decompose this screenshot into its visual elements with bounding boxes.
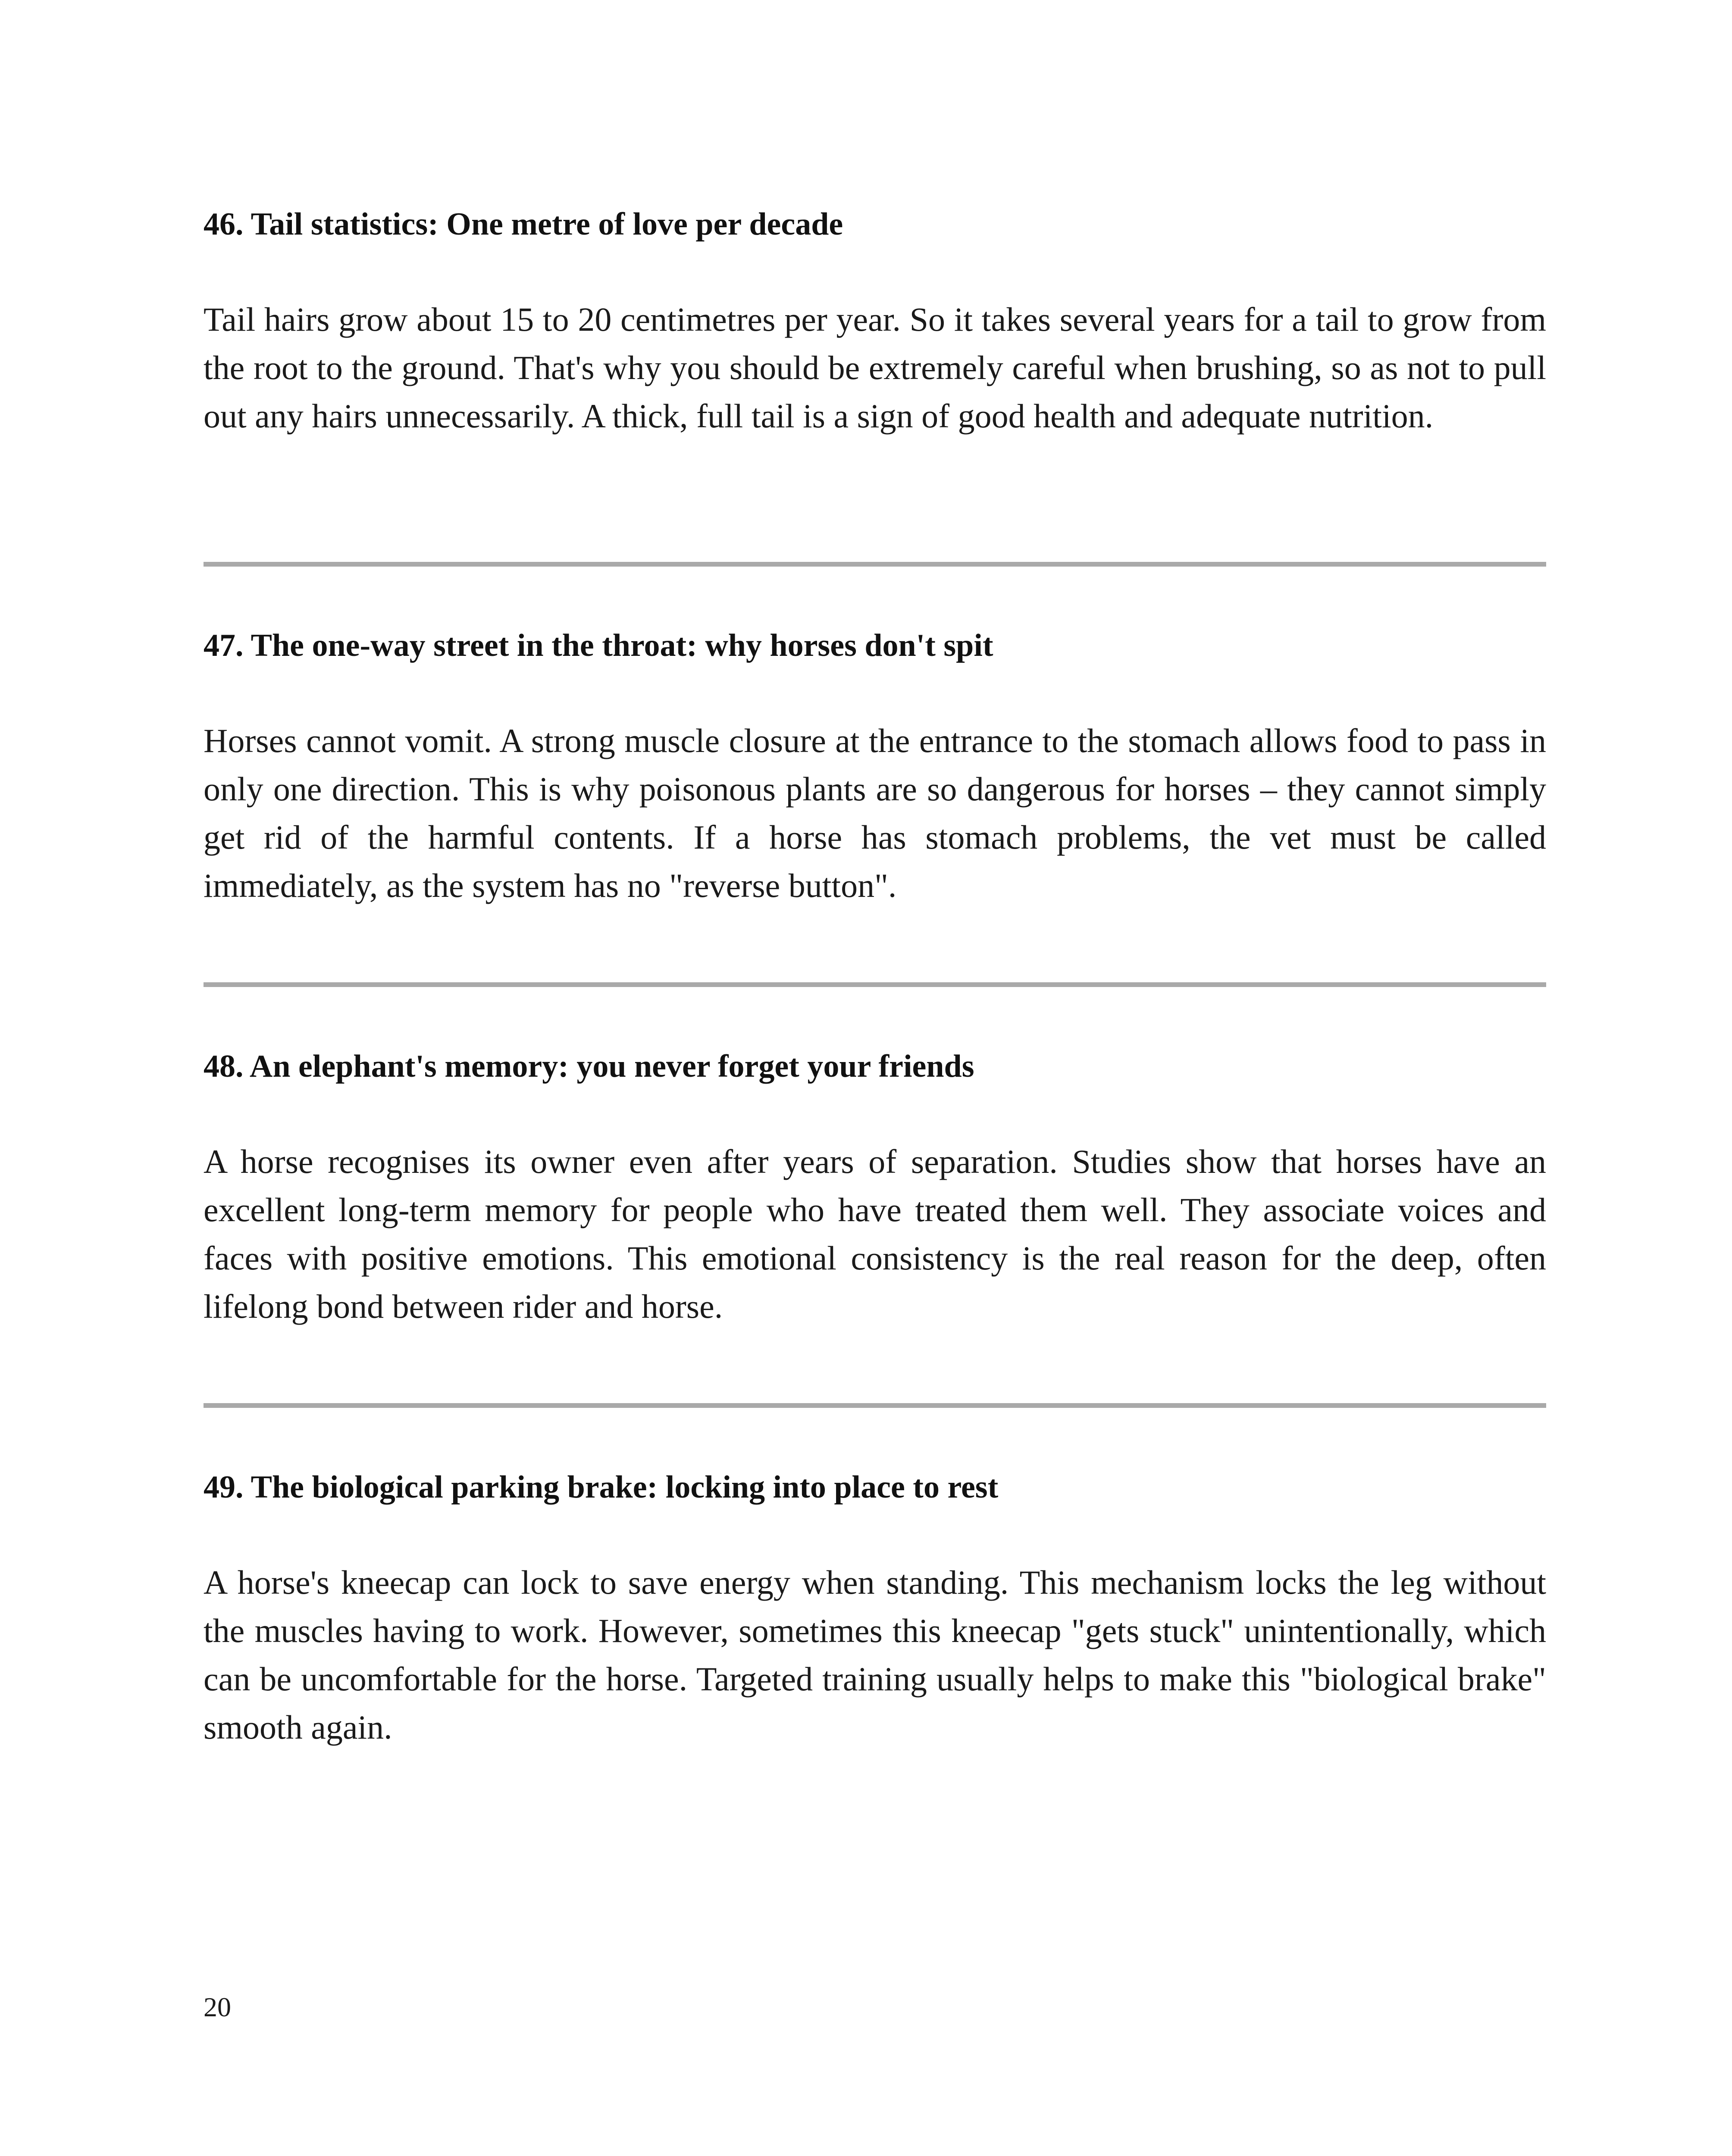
section-49 <box>204 1468 1546 1752</box>
section-body: Tail hairs grow about 15 to 20 centimetres per year. So it takes several years for a tail to grow from the root to the ground. That's why you should be extremely careful when brushing, so as not to pull out any hairs unnecessarily. A thick, full tail is a sign of good health and adequate nutrition. <box>204 301 1546 435</box>
section-46 <box>204 205 1546 440</box>
section-divider <box>204 982 1546 987</box>
section-47 <box>204 626 1546 910</box>
section-heading: 46. Tail statistics: One metre of love per decade <box>204 207 843 242</box>
section-body: Horses cannot vomit. A strong muscle closure at the entrance to the stomach allows food to pass in only one direction. This is why poisonous plants are so dangerous for horses – they cannot simply get rid of the harmful contents. If a horse has stomach problems, the vet must be called immediately, as the system has no "reverse button". <box>204 722 1546 904</box>
page-number: 20 <box>204 1992 231 2022</box>
section-heading: 48. An elephant's memory: you never forget your friends <box>204 1049 974 1084</box>
section-divider <box>204 562 1546 567</box>
section-48 <box>204 1047 1546 1331</box>
section-divider <box>204 1403 1546 1408</box>
section-heading: 49. The biological parking brake: locking into place to rest <box>204 1470 999 1505</box>
section-heading: 47. The one-way street in the throat: why horses don't spit <box>204 628 993 663</box>
section-body: A horse's kneecap can lock to save energy when standing. This mechanism locks the leg without the muscles having to work. However, sometimes this kneecap "gets stuck" unintentionally, which can be uncomfortable for the horse. Targeted training usually helps to make this "biological brake" smooth again. <box>204 1564 1546 1746</box>
section-body: A horse recognises its owner even after years of separation. Studies show that horses have an excellent long-term memory for people who have treated them well. They associate voices and faces with positive emotions. This emotional consistency is the real reason for the deep, often lifelong bond between rider and horse. <box>204 1143 1546 1325</box>
